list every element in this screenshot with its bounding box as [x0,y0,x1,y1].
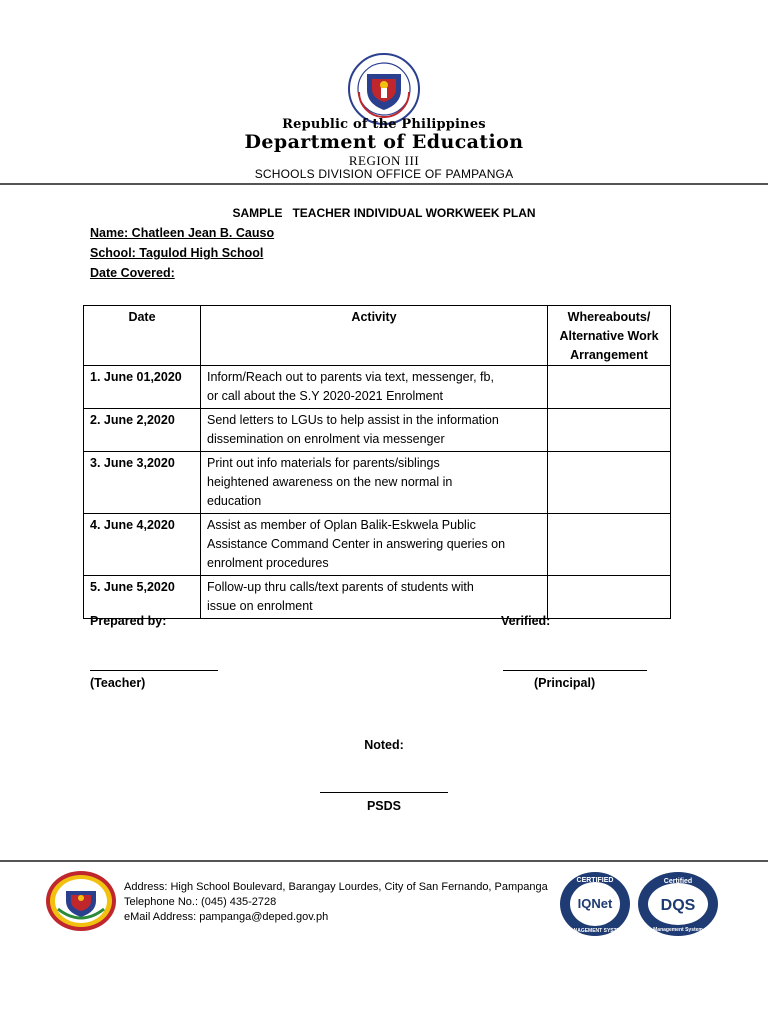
republic-heading: Republic of the Philippines [282,117,486,132]
principal-label: (Principal) [534,676,596,690]
dqs-bottom-text: Management System [653,927,703,933]
department-heading: Department of Education [244,131,524,153]
iqnet-top-text: CERTIFIED [576,877,614,884]
activity-line: enrolment procedures [207,556,329,570]
activity-line: Inform/Reach out to parents via text, messenger, fb, [207,370,494,384]
row-date: 4. June 4,2020 [84,514,201,576]
school-name: School: Tagulod High School [90,246,264,260]
header-whereabouts-line1: Whereabouts/ [567,310,651,324]
activity-line: dissemination on enrolment via messenger [207,432,445,446]
footer-email: eMail Address: pampanga@deped.gov.ph [124,911,329,923]
row-whereabouts [548,366,671,409]
header-date: Date [84,306,201,366]
footer-telephone: Telephone No.: (045) 435-2728 [124,896,277,908]
verified-label: Verified: [501,614,551,628]
table-row [84,409,671,452]
table-row [84,452,671,514]
header-whereabouts-line3: Arrangement [570,348,648,362]
row-activity [201,514,548,576]
header-divider [0,183,768,185]
division-seal-logo [44,869,118,933]
iqnet-bottom-text: MANAGEMENT SYSTEM [565,928,625,934]
activity-line: Print out info materials for parents/siblings [207,456,440,470]
footer-address: Address: High School Boulevard, Barangay Lourdes, City of San Fernando, Pampanga [124,881,548,893]
footer-contact [124,880,548,925]
row-whereabouts [548,452,671,514]
row-activity [201,452,548,514]
document-title: SAMPLE TEACHER INDIVIDUAL WORKWEEK PLAN [232,206,536,220]
table-row [84,366,671,409]
noted-label: Noted: [364,738,404,752]
row-activity [201,409,548,452]
teacher-signature-line [90,670,218,671]
footer-divider [0,860,768,862]
row-date: 5. June 5,2020 [84,576,201,619]
activity-line: education [207,494,262,508]
principal-signature-line [503,670,647,671]
iqnet-certified-badge [559,871,631,937]
date-covered: Date Covered: [90,266,175,280]
teacher-label: (Teacher) [90,676,146,690]
activity-line: Assist as member of Oplan Balik-Eskwela Public [207,518,476,532]
prepared-by-label: Prepared by: [90,614,167,628]
division-heading: SCHOOLS DIVISION OFFICE OF PAMPANGA [254,167,514,181]
header-whereabouts [548,306,671,366]
activity-line: or call about the S.Y 2020-2021 Enrolment [207,389,444,403]
activity-line: heightened awareness on the new normal in [207,475,453,489]
row-whereabouts [548,576,671,619]
deped-seal-logo [347,52,421,126]
row-activity [201,576,548,619]
activity-line: Follow-up thru calls/text parents of students with [207,580,474,594]
psds-signature-line [320,792,448,793]
dqs-top-text: Certified [663,878,693,885]
region-heading: REGION III [348,153,420,168]
psds-label: PSDS [366,799,402,813]
iqnet-mid-text: IQNet [577,896,613,911]
row-date: 3. June 3,2020 [84,452,201,514]
row-whereabouts [548,409,671,452]
teacher-name: Name: Chatleen Jean B. Causo [90,226,275,240]
row-date: 1. June 01,2020 [84,366,201,409]
activity-line: Assistance Command Center in answering queries on [207,537,506,551]
header-whereabouts-line2: Alternative Work [559,329,659,343]
row-whereabouts [548,514,671,576]
dqs-mid-text: DQS [660,897,696,914]
row-activity [201,366,548,409]
workweek-plan-table [83,305,671,619]
table-header-row [84,306,671,366]
header-activity: Activity [201,306,548,366]
row-date: 2. June 2,2020 [84,409,201,452]
table-row [84,576,671,619]
dqs-certified-badge [637,871,719,937]
activity-line: issue on enrolment [207,599,313,613]
activity-line: Send letters to LGUs to help assist in the information [207,413,499,427]
table-row [84,514,671,576]
